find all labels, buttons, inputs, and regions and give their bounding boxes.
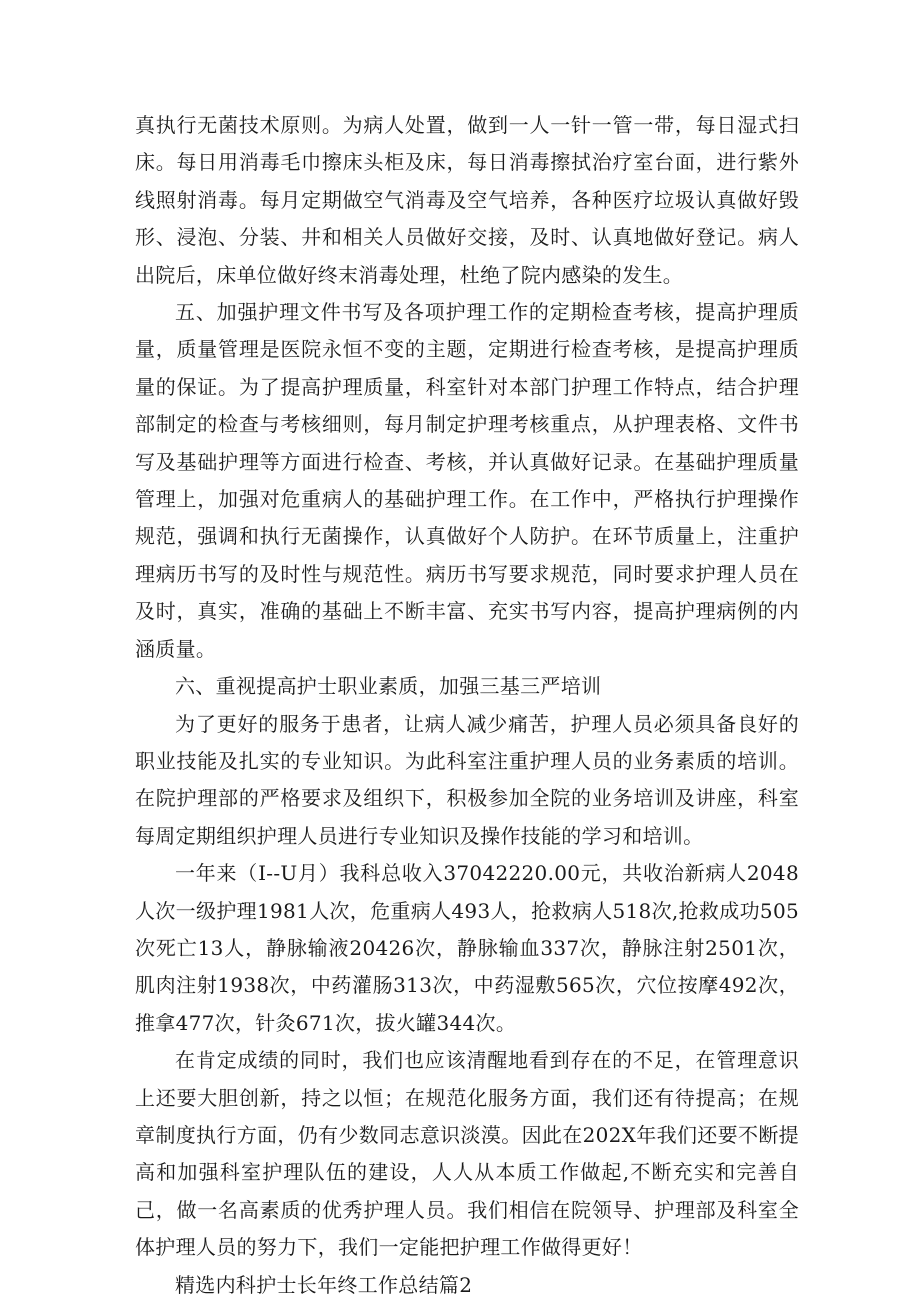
next-article-title: 精选内科护士长年终工作总结篇2 (175, 1272, 473, 1297)
paragraph-section-five: 五、加强护理文件书写及各项护理工作的定期检查考核，提高护理质量，质量管理是医院永恒不变的主题，定期进行检查考核，是提高护理质量的保证。为了提高护理质量，科室针对本部门护理工作特点，结合护理部制定的检查与考核细则，每月制定护理考核重点，从护理表格、文件书写及基础护理等方面进行检查、考核，并认真做好记录。在基础护理质量管理上，加强对危重病人的基础护理工作。在工作中，严格执行护理操作规范，强调和执行无菌操作，认真做好个人防护。在环节质量上，注重护理病历书写的及时性与规范性。病历书写要求规范，同时要求护理人员在及时，真实，准确的基础上不断丰富、充实书写内容，提高护理病例的内涵质量。 (135, 300, 799, 661)
document-body (135, 107, 799, 1304)
paragraph-statistics: 一年来（I--U月）我科总收入37042220.00元，共收治新病人2048人次一级护理1981人次，危重病人493人，抢救病人518次,抢救成功505次死亡13人，静脉输液20426次，静脉输血337次，静脉注射2501次，肌肉注射1938次，中药灌肠313次，中药湿敷565次，穴位按摩492次，推拿477次，针灸671次，拔火罐344次。 (135, 861, 799, 1035)
paragraph-disinfection-continued: 真执行无菌技术原则。为病人处置，做到一人一针一管一带，每日湿式扫床。每日用消毒毛巾擦床头柜及床，每日消毒擦拭治疗室台面，进行紫外线照射消毒。每月定期做空气消毒及空气培养，各种医疗垃圾认真做好毁形、浸泡、分装、井和相关人员做好交接，及时、认真地做好登记。病人出院后，床单位做好终末消毒处理，杜绝了院内感染的发生。 (135, 113, 799, 287)
section-six-heading: 六、重视提高护士职业素质，加强三基三严培训 (175, 674, 602, 699)
paragraph-training: 为了更好的服务于患者，让病人减少痛苦，护理人员必须具备良好的职业技能及扎实的专业知识。为此科室注重护理人员的业务素质的培训。在院护理部的严格要求及组织下，积极参加全院的业务培训及讲座，科室每周定期组织护理人员进行专业知识及操作技能的学习和培训。 (135, 711, 799, 848)
paragraph-shortcomings: 在肯定成绩的同时，我们也应该清醒地看到存在的不足，在管理意识上还要大胆创新，持之以恒；在规范化服务方面，我们还有待提高；在规章制度执行方面，仍有少数同志意识淡漠。因此在202X年我们还要不断提高和加强科室护理队伍的建设，人人从本质工作做起,不断充实和完善自己，做一名高素质的优秀护理人员。我们相信在院领导、护理部及科室全体护理人员的努力下，我们一定能把护理工作做得更好！ (135, 1048, 799, 1260)
